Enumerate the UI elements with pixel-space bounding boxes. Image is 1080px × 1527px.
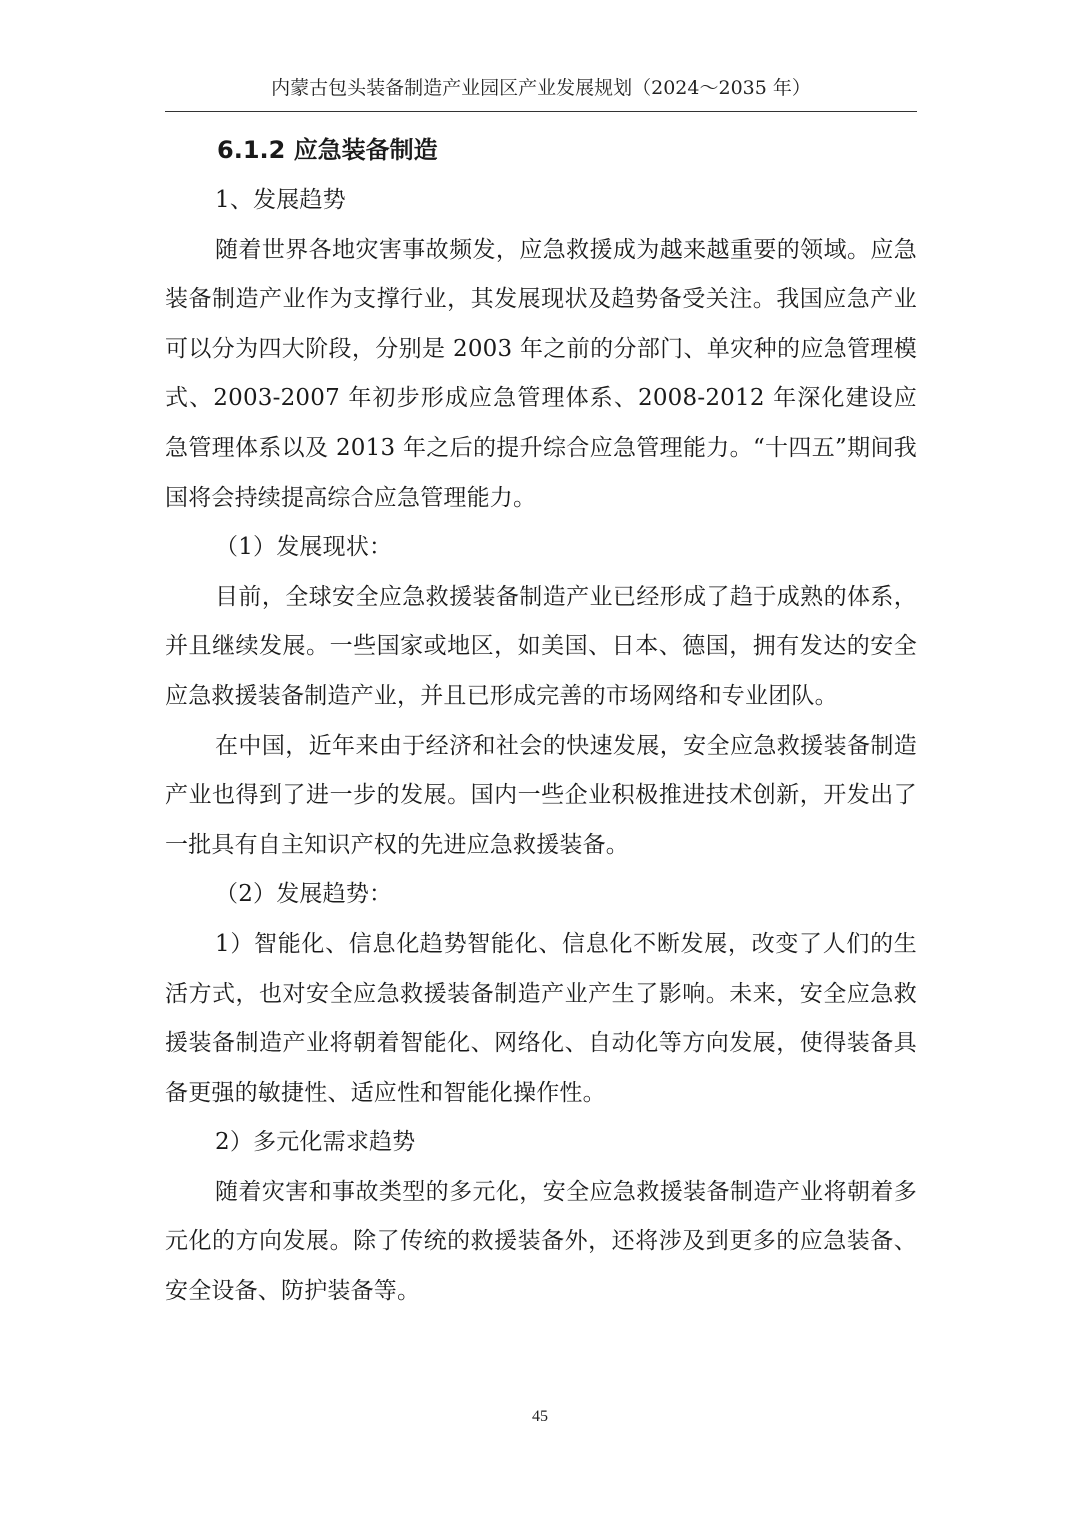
paragraph-overview: 随着世界各地灾害事故频发，应急救援成为越来越重要的领域。应急装备制造产业作为支撑行业，其发展现状及趋势备受关注。我国应急产业可以分为四大阶段，分别是 2003 年之前的分部门、单灾种的应急管理模式、2003-2007 年初步形成应急管理体系、2008-2012 年深化建设应急管理体系以及 2013 年之后的提升综合应急管理能力。“十四五”期间我国将会持续提高综合应急管理能力。: [165, 236, 917, 511]
document-body: [165, 126, 917, 1317]
page-number: 45: [532, 1408, 548, 1425]
subheading-diversified-demand: 2）多元化需求趋势: [215, 1129, 416, 1156]
subheading-trends: （2）发展趋势：: [215, 881, 393, 908]
paragraph-intelligence-trend: 1）智能化、信息化趋势智能化、信息化不断发展，改变了人们的生活方式，也对安全应急救援装备制造产业产生了影响。未来，安全应急救援装备制造产业将朝着智能化、网络化、自动化等方向发展，使得装备具备更强的敏捷性、适应性和智能化操作性。: [165, 930, 917, 1106]
page-header: 内蒙古包头装备制造产业园区产业发展规划（2024～2035 年）: [165, 68, 917, 112]
section-heading: 6.1.2 应急装备制造: [217, 136, 438, 164]
paragraph-global-status: 目前，全球安全应急救援装备制造产业已经形成了趋于成熟的体系，并且继续发展。一些国家或地区，如美国、日本、德国，拥有发达的安全应急救援装备制造产业，并且已形成完善的市场网络和专业团队。: [165, 583, 917, 709]
subheading-current-status: （1）发展现状：: [215, 534, 393, 561]
paragraph-china-status: 在中国，近年来由于经济和社会的快速发展，安全应急救援装备制造产业也得到了进一步的发展。国内一些企业积极推进技术创新，开发出了一批具有自主知识产权的先进应急救援装备。: [165, 732, 917, 858]
paragraph-diversified-demand: 随着灾害和事故类型的多元化，安全应急救援装备制造产业将朝着多元化的方向发展。除了传统的救援装备外，还将涉及到更多的应急装备、安全设备、防护装备等。: [165, 1178, 917, 1305]
subheading-development-trend: 1、发展趋势: [215, 187, 346, 213]
